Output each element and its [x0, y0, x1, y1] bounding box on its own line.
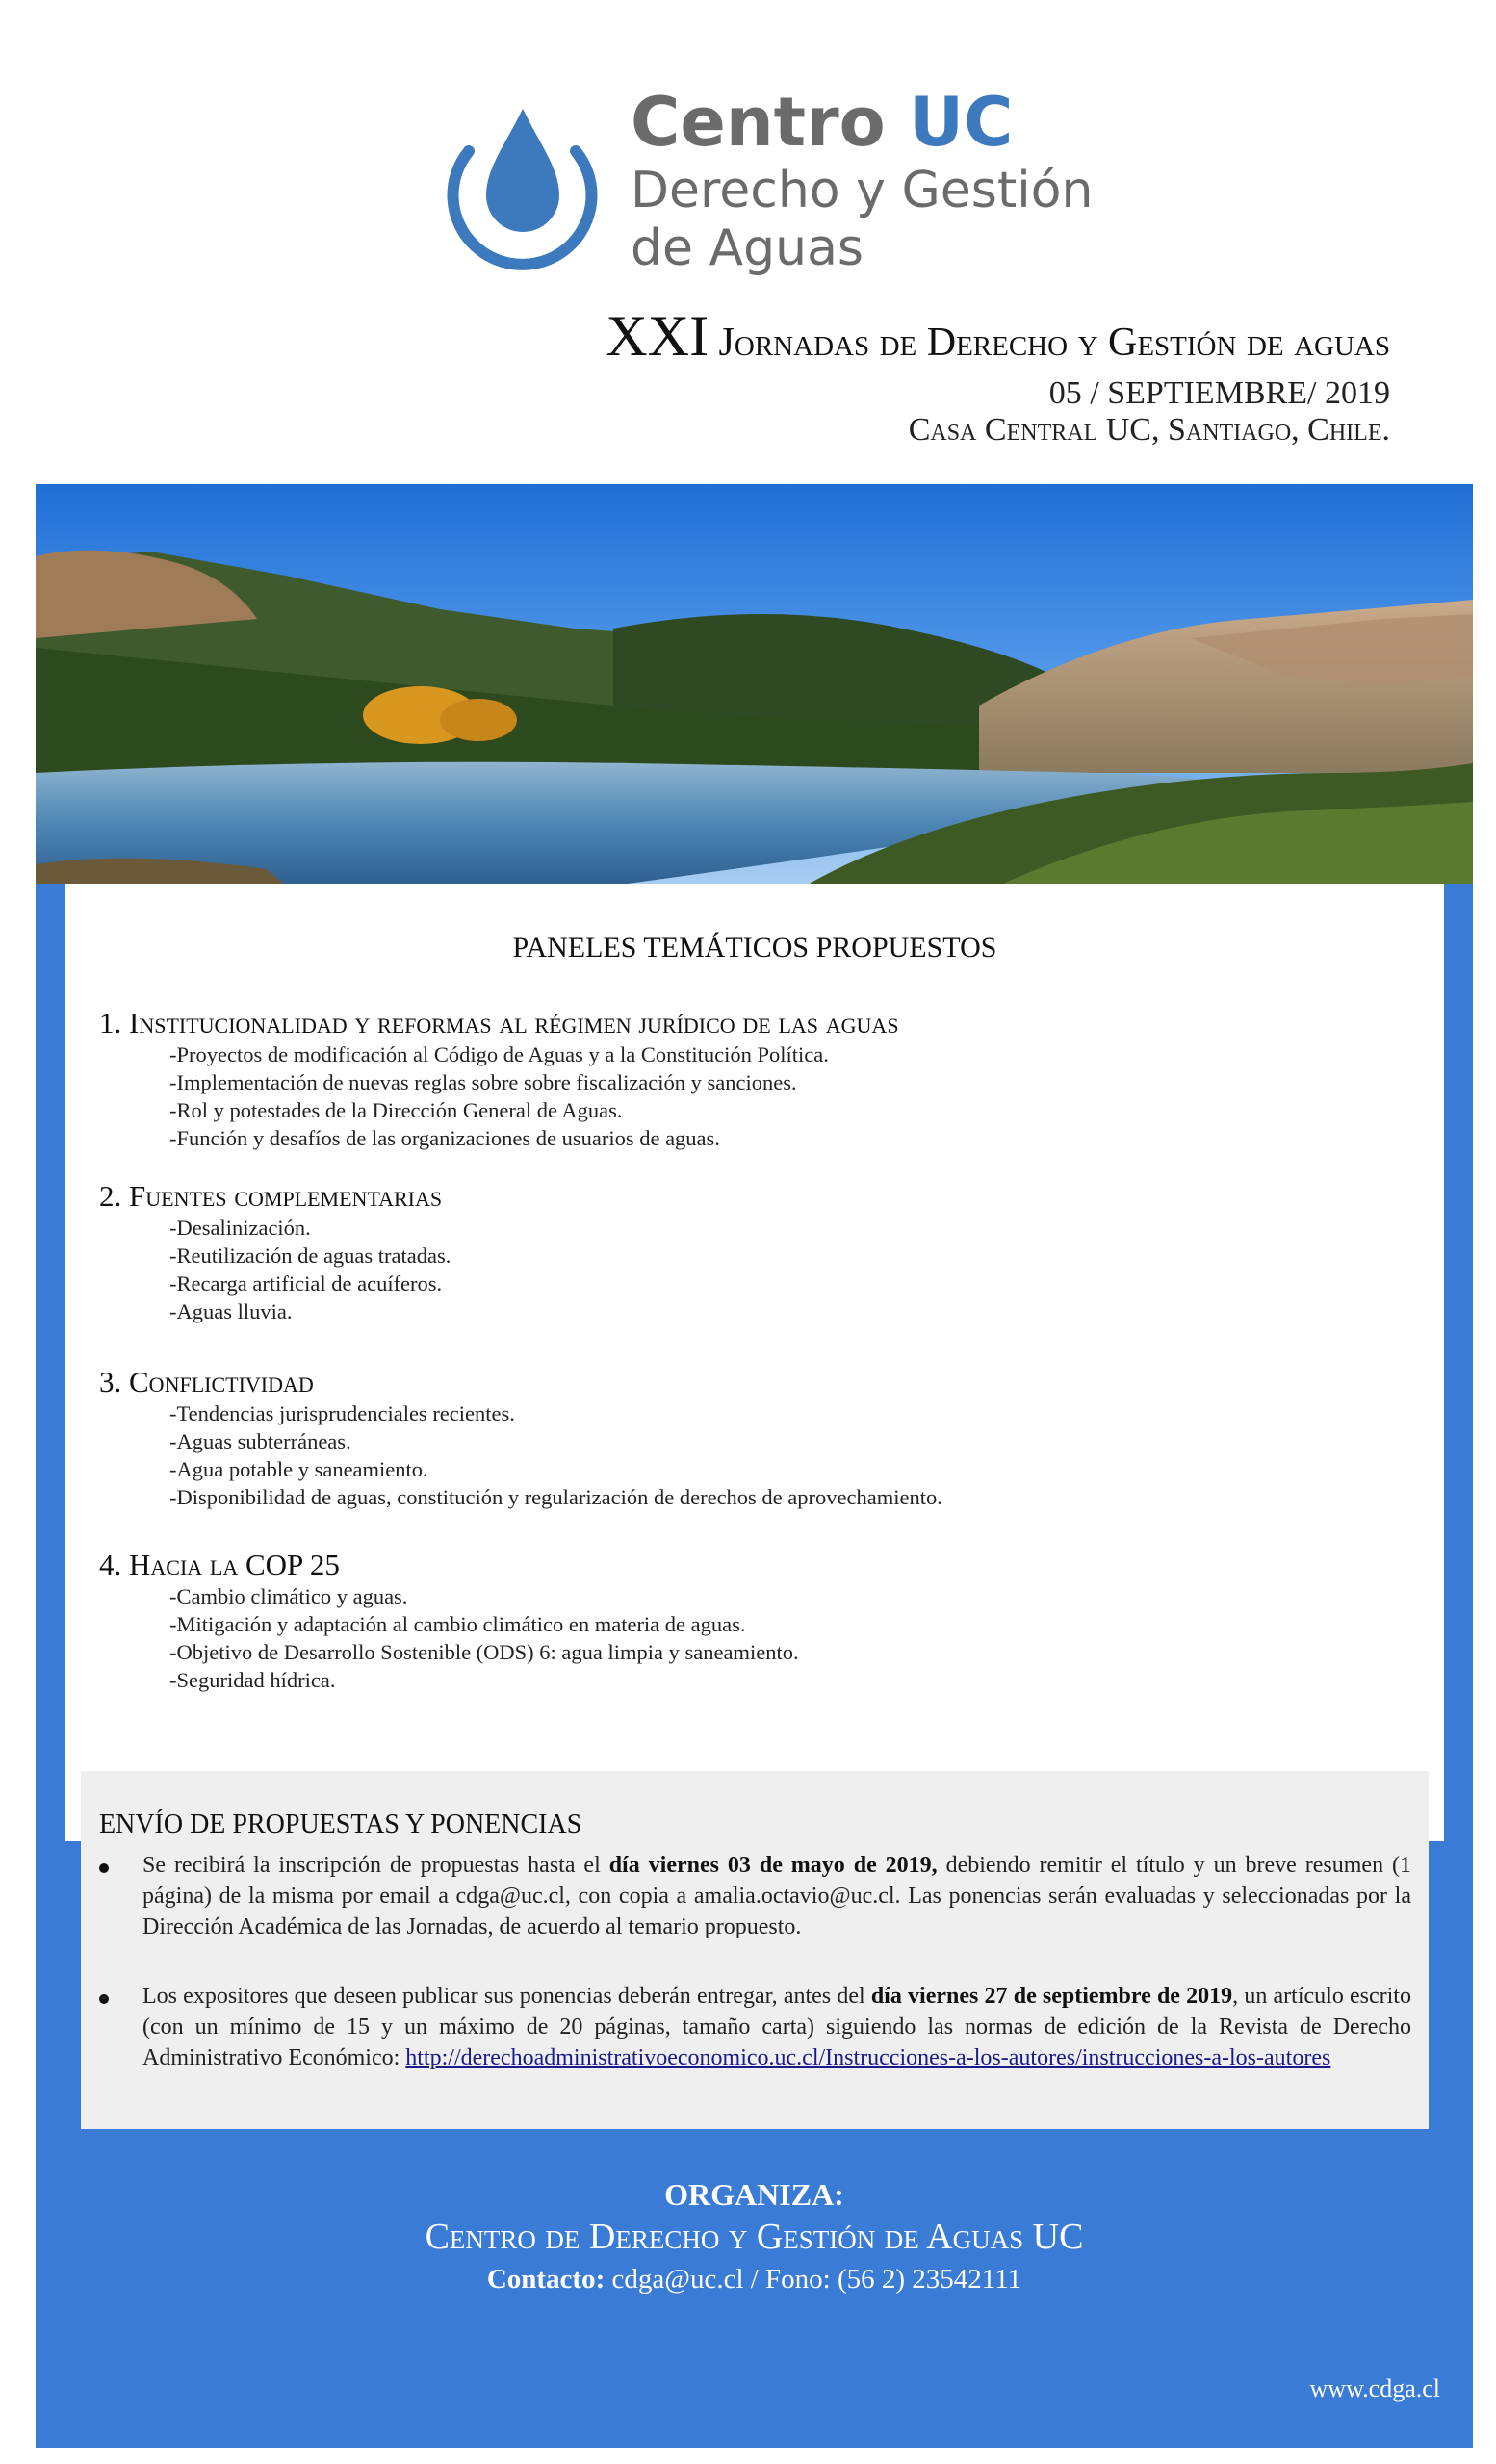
panels-title: PANELES TEMÁTICOS PROPUESTOS — [512, 932, 997, 963]
panel-heading: 2. Fuentes complementarias — [99, 1179, 443, 1213]
organizer-name: Centro de Derecho y Gestión de Aguas UC — [425, 2217, 1084, 2257]
organizer-contact: Contacto: cdga@uc.cl / Fono: (56 2) 23542111 — [486, 2264, 1022, 2295]
panel-4 — [99, 1548, 1428, 1694]
panel-item: -Proyectos de modificación al Código de Aguas y a la Constitución Política. — [169, 1041, 829, 1066]
website-link[interactable]: www.cdga.cl — [1309, 2374, 1440, 2402]
logo-subtitle-line1: Derecho y Gestión — [631, 162, 1094, 219]
panel-item: -Aguas lluvia. — [169, 1298, 293, 1323]
panel-item: -Reutilización de aguas tratadas. — [169, 1243, 451, 1268]
panel-heading: 3. Conflictividad — [99, 1365, 314, 1399]
guidelines-link[interactable]: http://derechoadministrativoeconomico.uc.cl/Instrucciones-a-los-autores/instrucciones-a-los-autores — [405, 2045, 1331, 2070]
bullet-icon — [99, 1994, 109, 2004]
submission-title: ENVÍO DE PROPUESTAS Y PONENCIAS — [99, 1810, 582, 1839]
submission-item-1: Se recibirá la inscripción de propuestas hasta el día viernes 03 de mayo de 2019, debiendo remitir el título y un breve resumen (1 página) de la misma por email a cdga@uc.cl, con copia a amalia.octavio@uc.cl. Las ponencias serán evaluadas y seleccionadas por la Dirección Académica de las Jornadas, de acuerdo al temario propuesto. — [142, 1853, 1412, 1939]
panel-item: -Recarga artificial de acuíferos. — [169, 1270, 443, 1296]
landscape-photo — [36, 484, 1473, 886]
panel-item: -Aguas subterráneas. — [169, 1428, 351, 1453]
panel-heading: 1. Institucionalidad y reformas al régimen jurídico de las aguas — [99, 1006, 899, 1040]
panel-1 — [99, 1006, 1428, 1152]
logo-subtitle-line2: de Aguas — [631, 219, 864, 277]
panel-item: -Agua potable y saneamiento. — [169, 1456, 428, 1481]
event-date: 05 / SEPTIEMBRE/ 2019 — [1048, 375, 1390, 411]
panel-item: -Tendencias jurisprudenciales recientes. — [169, 1400, 515, 1425]
panel-item: -Rol y potestades de la Dirección General de Aguas. — [169, 1097, 623, 1122]
panel-item: -Desalinización. — [169, 1215, 311, 1240]
organizer-label: ORGANIZA: — [664, 2177, 844, 2212]
event-venue: Casa Central UC, Santiago, Chile. — [908, 412, 1390, 448]
bullet-icon — [99, 1863, 109, 1873]
submission-item-2: Los expositores que deseen publicar sus ponencias deberán entregar, antes del día viernes 27 de septiembre de 2019, un artículo escrito (con un mínimo de 15 y un máximo de 20 páginas, tamaño carta) siguiendo las normas de edición de la Revista de Derecho Administrativo Económico: http://derechoadministrativoeconomico.uc.cl/Instrucciones-a-los-autores/instrucciones-a-los-autores — [142, 1984, 1411, 2070]
panel-item: -Objetivo de Desarrollo Sostenible (ODS) 6: agua limpia y saneamiento. — [169, 1639, 799, 1664]
panel-2 — [99, 1179, 1428, 1325]
panel-heading: 4. Hacia la COP 25 — [99, 1548, 340, 1581]
logo-title: Centro UC — [631, 83, 1014, 162]
logo-drop-icon — [438, 101, 606, 274]
panel-item: -Cambio climático y aguas. — [169, 1583, 408, 1608]
event-title: XXI Jornadas de Derecho y Gestión de aguas — [606, 304, 1390, 368]
panel-item: -Mitigación y adaptación al cambio climático en materia de aguas. — [169, 1611, 746, 1636]
panel-3 — [99, 1365, 1428, 1511]
panel-item: -Disponibilidad de aguas, constitución y regularización de derechos de aprovechamiento. — [169, 1484, 942, 1509]
panel-item: -Seguridad hídrica. — [169, 1667, 336, 1692]
panel-item: -Implementación de nuevas reglas sobre sobre fiscalización y sanciones. — [169, 1069, 797, 1094]
panel-item: -Función y desafíos de las organizaciones de usuarios de aguas. — [169, 1125, 720, 1150]
